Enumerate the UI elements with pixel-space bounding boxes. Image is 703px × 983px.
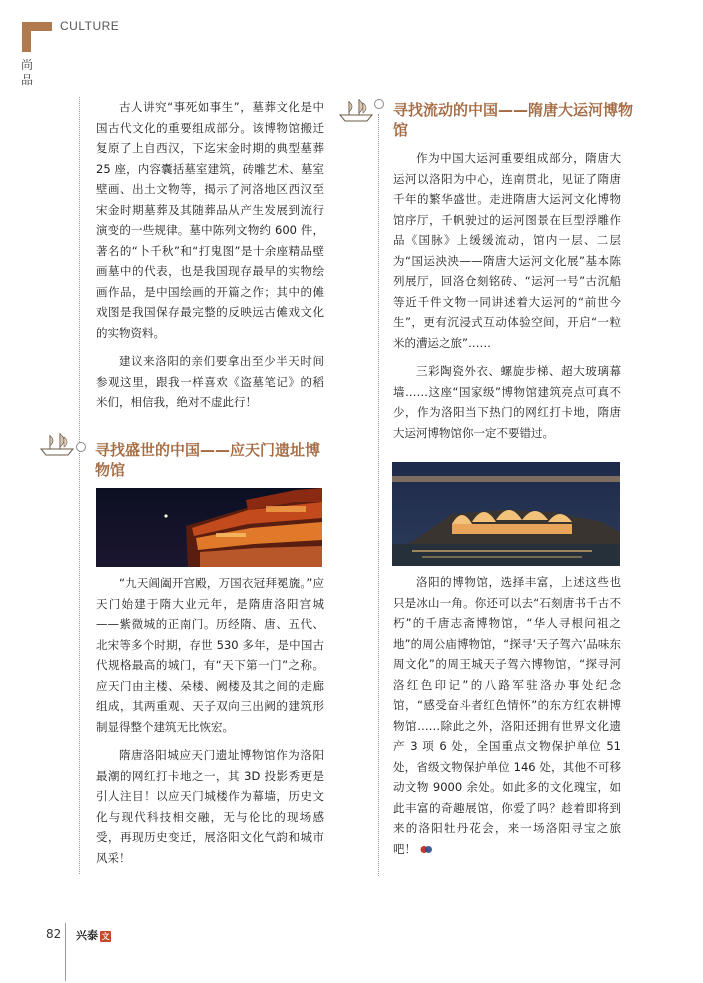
paragraph: [393, 572, 621, 859]
footer-divider: [65, 923, 66, 981]
sailing-ship-icon: [38, 431, 76, 457]
corner-bracket-logo: [22, 22, 52, 52]
section-heading-grand-canal-museum: 寻找流动的中国——隋唐大运河博物馆: [393, 101, 634, 139]
closing-paragraph-text: 洛阳的博物馆，选择丰富，上述这些也只是冰山一角。你还可以去“石刻唐书千古不朽”的千唐志斋博物馆，“华人寻根问祖之地”的周公庙博物馆，“探寻‘天子驾六’品味东周文化”的周王城天子驾六博物馆，“探寻河洛红色印记”的八路军驻洛办事处纪念馆，“感受奋斗者红色情怀”的东方红农耕博物馆……除此之外，洛阳还拥有世界文化遗产 3 项 6 处，全国重点文物保护单位 51 处，省级文物保护单位 146 处，其他不可移动文物 9000 余处。如此多的文化瑰宝，如此丰富的奇趣展馆，你爱了吗？趁着即将到来的洛阳牡丹花会，来一场洛阳寻宝之旅吧！: [393, 575, 621, 856]
paragraph: 隋唐洛阳城应天门遗址博物馆作为洛阳最潮的网红打卡地之一，其 3D 投影秀更是引人注目！以应天门城楼作为幕墙，历史文化与现代科技相交融，无与伦比的现场感受，再现历史变迁，展洛阳文化气韵和城市风采！: [96, 748, 324, 865]
left-margin-divider: [79, 97, 80, 874]
heading-bullet-ring: [76, 442, 86, 452]
column-divider: [378, 114, 379, 876]
section-label: CULTURE: [60, 19, 120, 33]
yingtianmen-night-photo: [96, 488, 322, 567]
magazine-name-text: 兴泰: [76, 929, 98, 942]
paragraph: 三彩陶瓷外衣、螺旋步梯、超大玻璃幕墙……这座“国家级”博物馆建筑亮点可真不少，作为洛阳当下热门的网红打卡地，隋唐大运河博物馆你一定不要错过。: [393, 364, 621, 440]
right-column-top: [393, 148, 621, 451]
vertical-section-label: 尚品: [21, 58, 34, 87]
paragraph: 建议来洛阳的亲们要拿出至少半天时间参观这里，跟我一样喜欢《盗墓笔记》的稻米们，相信我，绝对不虚此行！: [96, 354, 324, 409]
paragraph: 古人讲究“事死如事生”，墓葬文化是中国古代文化的重要组成部分。该博物馆搬迁复原了上自西汉，下迄宋金时期的典型墓葬 25 座，内容囊括墓室建筑，砖雕艺术、墓室壁画、出土文物等，揭示了河洛地区西汉至宋金时期墓葬及其随葬品从产生发展到流行演变的一些规律。墓中陈列文物约 600 件，著名的“卜千秋”和“打鬼图”是十余座精品壁画墓中的代表，也是我国现存最早的实物绘画作品，是中国绘画的开篇之作；其中的傩戏图是我国保存最完整的反映远古傩戏文化的实物资料。: [96, 100, 324, 340]
page-number: 82: [46, 927, 62, 941]
section-heading-yingtianmen: 寻找盛世的中国——应天门遗址博物馆: [95, 441, 321, 479]
heading-bullet-ring: [374, 99, 384, 109]
magazine-name: [76, 927, 111, 943]
magazine-badge: 文: [101, 931, 110, 941]
left-column-bottom: [96, 573, 324, 876]
end-mark-icon: [419, 845, 433, 854]
paragraph: “九天阊阖开宫殿，万国衣冠拜冕旒。”应天门始建于隋大业元年，是隋唐洛阳宫城——紫微城的正南门。历经隋、唐、五代、北宋等多个时期，存世 530 多年，是中国古代规格最高的城门，有“天下第一门”之称。应天门由主楼、朵楼、阙楼及其之间的走廊组成，其两重观、天子双向三出阙的建筑形制显得整个建筑无比恢宏。: [96, 576, 324, 734]
paragraph: 作为中国大运河重要组成部分，隋唐大运河以洛阳为中心，连南贯北，见证了隋唐千年的繁华盛世。走进隋唐大运河文化博物馆序厅，千帆驶过的运河图景在巨型浮雕作品《国脉》上缓缓流动，馆内一层、二层为“国运泱泱——隋唐大运河文化展”基本陈列展厅，回洛仓刻铭砖、“运河一号”古沉船等近千件文物一同讲述着大运河的“前世今生”，更有沉浸式互动体验空间，开启“一粒米的漕运之旅”……: [393, 151, 621, 350]
right-column-bottom: [393, 572, 621, 867]
grand-canal-museum-photo: [392, 462, 620, 566]
sailing-ship-icon: [337, 97, 375, 123]
left-column-top: [96, 97, 324, 421]
